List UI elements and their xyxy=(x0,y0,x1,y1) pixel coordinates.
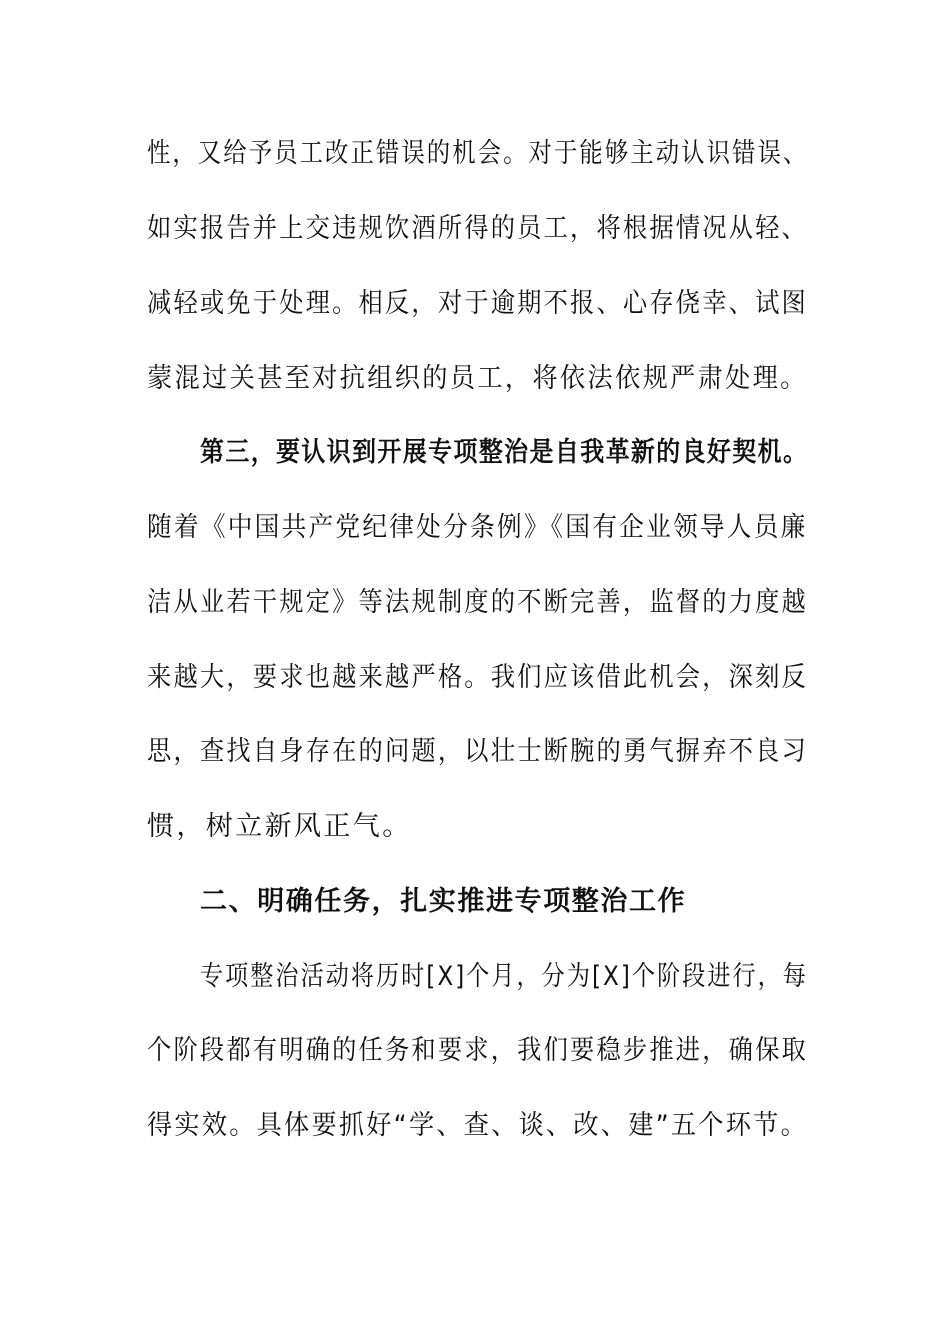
text-line: 蒙混过关甚至对抗组织的员工，将依法依规严肃处理。 xyxy=(147,363,808,394)
text-line: 得实效。具体要抓好“学、查、谈、改、建”五个环节。 xyxy=(147,1110,808,1141)
text-line: 随着《中国共产党纪律处分条例》《国有企业领导人员廉 xyxy=(147,512,808,543)
text-line: 如实报告并上交违规饮酒所得的员工，将根据情况从轻、 xyxy=(147,213,808,244)
text-line: 个阶段都有明确的任务和要求，我们要稳步推进，确保取 xyxy=(147,1035,808,1066)
text-line: 减轻或免于处理。相反，对于逾期不报、心存侥幸、试图 xyxy=(147,288,808,319)
section-heading-third: 第三，要认识到开展专项整治是自我革新的良好契机。 xyxy=(200,437,809,468)
text-line: 来越大，要求也越来越严格。我们应该借此机会，深刻反 xyxy=(147,662,808,693)
text-line: 洁从业若干规定》等法规制度的不断完善，监督的力度越 xyxy=(147,587,808,618)
text-line: 惯，树立新风正气。 xyxy=(147,811,412,842)
text-line: 专项整治活动将历时[X]个月，分为[X]个阶段进行，每 xyxy=(200,961,808,992)
text-line: 性，又给予员工改正错误的机会。对于能够主动认识错误、 xyxy=(147,138,809,169)
section-heading-two: 二、明确任务，扎实推进专项整治工作 xyxy=(200,886,687,917)
text-line: 思，查找自身存在的问题，以壮士断腕的勇气摒弃不良习 xyxy=(147,736,808,767)
